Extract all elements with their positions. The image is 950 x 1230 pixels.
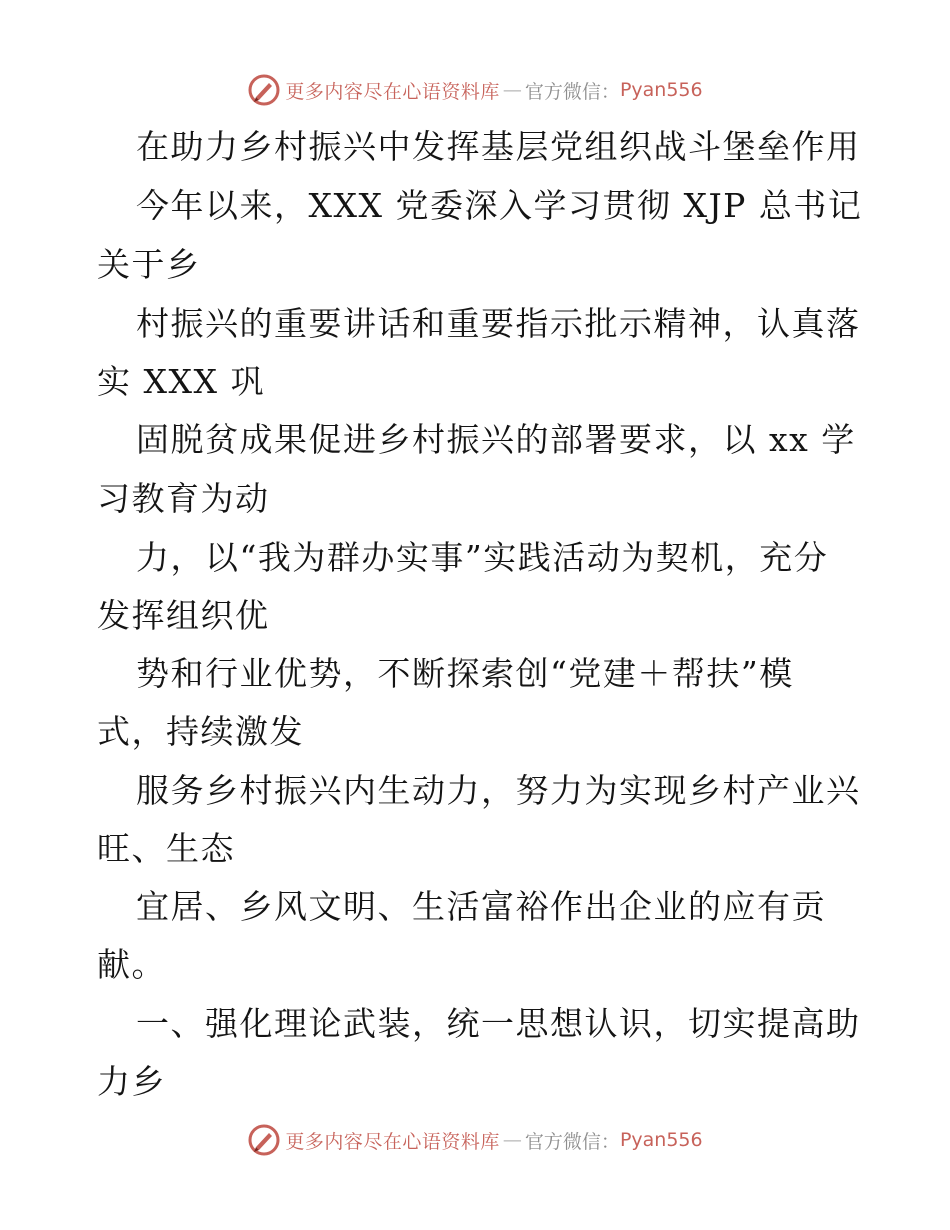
paragraph-line: 宜居、乡风文明、生活富裕作出企业的应有贡 [136, 887, 826, 926]
paragraph-line: 习教育为动 [97, 479, 270, 518]
paragraph-line: 关于乡 [97, 245, 201, 284]
section-heading-line: 力乡 [97, 1062, 166, 1101]
paragraph-line: 实 XXX 巩 [97, 362, 265, 401]
watermark-wechat-label: 官方微信： [524, 1130, 620, 1153]
section-heading-line: 一、强化理论武装，统一思想认识，切实提高助 [136, 1004, 861, 1043]
document-title: 在助力乡村振兴中发挥基层党组织战斗堡垒作用 [136, 127, 861, 166]
footer-watermark [0, 1120, 950, 1160]
paragraph-line: 服务乡村振兴内生动力，努力为实现乡村产业兴 [136, 771, 861, 810]
paragraph-line: 势和行业优势，不断探索创“党建＋帮扶”模 [136, 654, 794, 693]
paragraph-line: 旺、生态 [97, 829, 235, 868]
watermark-wechat-id: Pyan556 [619, 1129, 703, 1151]
paragraph-line: 今年以来，XXX 党委深入学习贯彻 XJP 总书记 [136, 186, 863, 225]
header-watermark [0, 70, 950, 110]
paragraph-line: 发挥组织优 [97, 596, 270, 635]
paragraph-line: 力，以“我为群办实事”实践活动为契机，充分 [136, 538, 829, 577]
paragraph-line: 式，持续激发 [97, 712, 304, 751]
watermark-separator: — [502, 79, 522, 101]
watermark-separator: — [502, 1129, 522, 1151]
paragraph-line: 固脱贫成果促进乡村振兴的部署要求，以 xx 学 [136, 420, 856, 459]
paragraph-line: 村振兴的重要讲话和重要指示批示精神，认真落 [136, 304, 861, 343]
pen-circle-logo-icon [247, 73, 281, 107]
watermark-site-text: 更多内容尽在心语资料库 [285, 1130, 500, 1153]
watermark-wechat-id: Pyan556 [619, 79, 703, 101]
watermark-site-text: 更多内容尽在心语资料库 [285, 80, 500, 103]
paragraph-line: 献。 [97, 945, 166, 984]
pen-circle-logo-icon [247, 1123, 281, 1157]
watermark-wechat-label: 官方微信： [524, 80, 620, 103]
